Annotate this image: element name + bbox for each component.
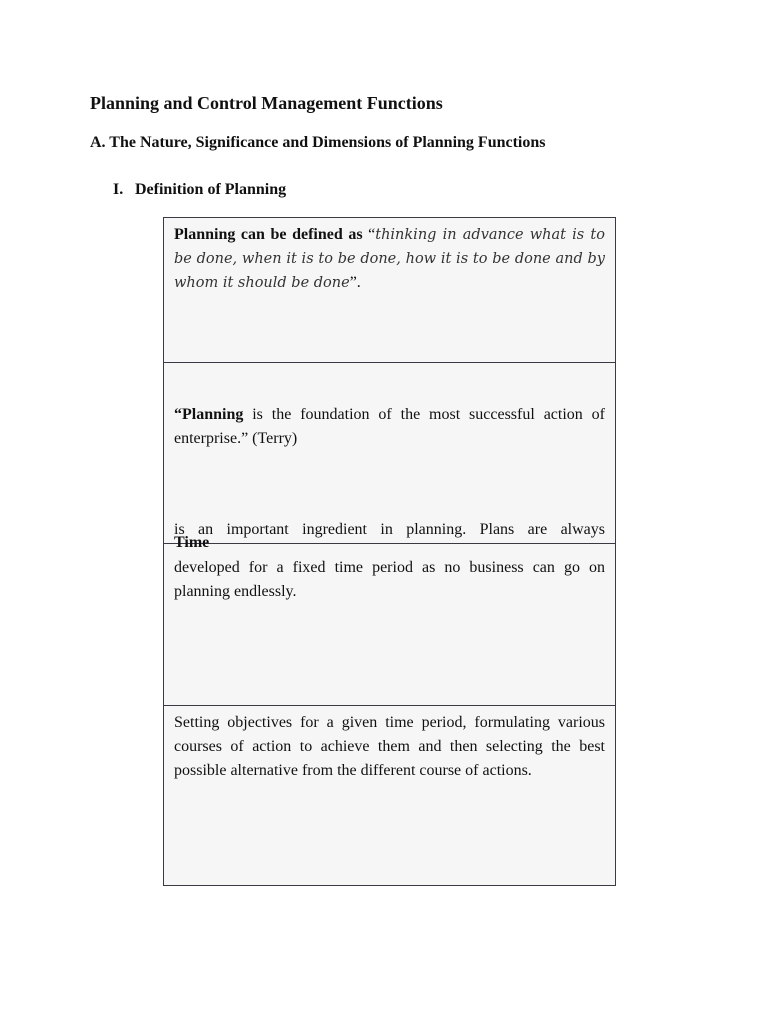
planning-term: Planning <box>174 226 236 243</box>
time-first-line-text: is an important ingredient in planning. Plans are always <box>174 521 605 538</box>
subsection-heading <box>113 181 286 199</box>
section-letter: A. <box>90 134 106 151</box>
open-quote: “ <box>368 226 376 243</box>
terry-quote-text: is the foundation of the most successful action of enterprise.” (Terry) <box>174 406 605 447</box>
open-quote: “ <box>174 406 182 423</box>
section-title: The Nature, Significance and Dimensions of Planning Functions <box>109 134 546 151</box>
definition-connector: can be defined as <box>235 226 369 243</box>
close-quote: ”. <box>349 274 361 291</box>
definition-text-4: Setting objectives for a given time period, formulating various courses of action to achieve them and then selecting the best possible alternative from the different course of actions. <box>174 714 605 779</box>
section-heading <box>90 134 546 152</box>
definition-box-2 <box>163 362 616 544</box>
subsection-title: Definition of Planning <box>135 181 287 198</box>
document-title: Planning and Control Management Functions <box>90 93 443 113</box>
definition-box-4 <box>163 705 616 886</box>
time-term: Time <box>174 534 210 551</box>
clipped-first-line <box>174 521 605 556</box>
subsection-number: I. <box>113 181 124 198</box>
definition-text-3: developed for a fixed time period as no business can go on planning endlessly. <box>174 559 605 600</box>
definition-box-3 <box>163 521 616 706</box>
definition-text-1 <box>174 223 605 295</box>
definition-text-2 <box>174 403 605 451</box>
definition-quote: thinking in advance what is to be done, when it is to be done, how it is to be done and by whom it should be done <box>174 227 605 291</box>
planning-term: Planning <box>182 406 244 423</box>
definition-box-1 <box>163 217 616 363</box>
